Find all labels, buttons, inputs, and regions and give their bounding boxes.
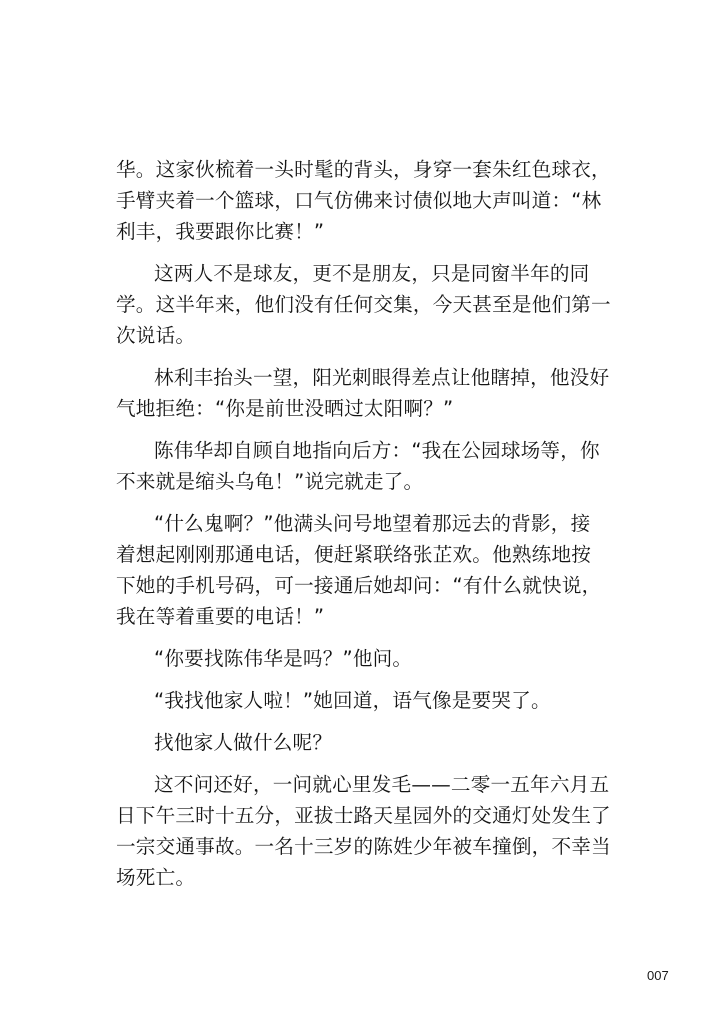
text-line: 场死亡。 (116, 866, 196, 889)
text-line: 这两人不是球友，更不是朋友，只是同窗半年的同 (154, 262, 590, 285)
text-line: 华。这家伙梳着一头时髦的背头，身穿一套朱红色球衣， (116, 158, 611, 181)
text-line: “我找他家人啦！”她回道，语气像是要哭了。 (154, 689, 551, 712)
text-line: 次说话。 (116, 324, 196, 347)
text-line: 陈伟华却自顾自地指向后方：“我在公园球场等，你 (154, 439, 600, 462)
text-line: 林利丰抬头一望，阳光刺眼得差点让他瞎掉，他没好 (154, 366, 610, 389)
text-line: 日下午三时十五分，亚拔士路天星园外的交通灯处发生了 (116, 804, 611, 827)
text-line: 下她的手机号码，可一接通后她却问：“有什么就快说， (116, 574, 602, 597)
text-line: 一宗交通事故。一名十三岁的陈姓少年被车撞倒，不幸当 (116, 835, 611, 858)
text-line: 我在等着重要的电话！” (116, 605, 325, 628)
body-text (116, 154, 612, 893)
text-line: 气地拒绝：“你是前世没晒过太阳啊？” (116, 397, 454, 420)
text-line: 这不问还好，一问就心里发毛——二零一五年六月五 (154, 773, 610, 796)
text-line: 着想起刚刚那通电话，便赶紧联络张芷欢。他熟练地按 (116, 543, 592, 566)
text-line: “你要找陈伟华是吗？”他问。 (154, 647, 413, 670)
text-line: 利丰，我要跟你比赛！” (116, 220, 325, 243)
text-line: 手臂夹着一个篮球，口气仿佛来讨债似地大声叫道：“林 (116, 189, 602, 212)
text-line: “什么鬼啊？”他满头问号地望着那远去的背影，接 (154, 512, 591, 535)
text-line: 不来就是缩头乌龟！”说完就走了。 (116, 470, 424, 493)
page-number: 007 (647, 968, 669, 983)
text-line: 学。这半年来，他们没有任何交集，今天甚至是他们第一 (116, 293, 611, 316)
text-line: 找他家人做什么呢？ (154, 731, 333, 754)
